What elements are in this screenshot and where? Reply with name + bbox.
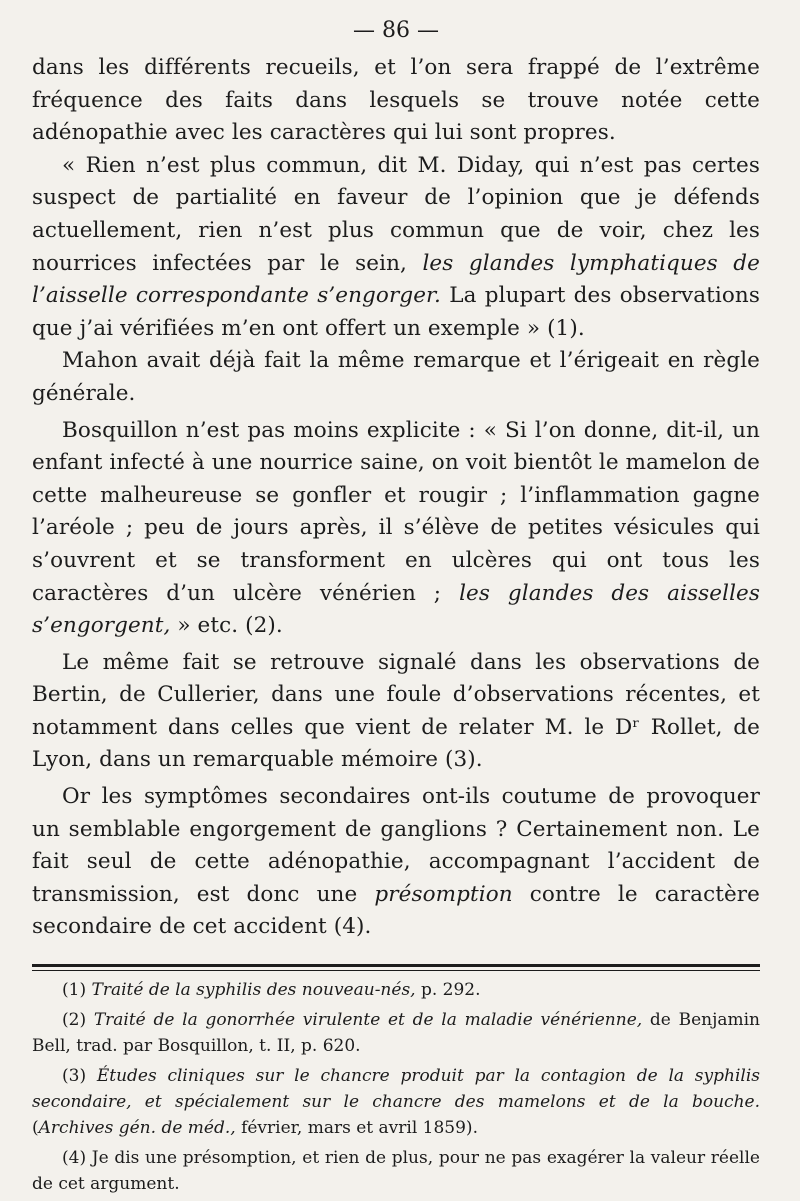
paragraph bbox=[32, 345, 760, 410]
text-run: « Rien n’est plus commun, dit M. Diday, qui n’est pas certes suspect de partialité en faveur de l’opinion que je défends actuellement, rien n’est plus commun que de voir, chez les nourrices infectées par le sein, bbox=[32, 152, 760, 276]
text-run: de Benjamin Bell, trad. par Bosquillon, t. II, p. 620. bbox=[32, 1010, 761, 1057]
text-run: (2) bbox=[62, 1010, 94, 1031]
footnote-divider-thin bbox=[32, 970, 760, 971]
body-text bbox=[32, 52, 760, 944]
text-run: contre le caractère secondaire de cet accident (4). bbox=[32, 881, 761, 940]
text-run: Mahon avait déjà fait la même remarque et l’érigeait en règle générale. bbox=[32, 348, 760, 406]
text-run: p. 292. bbox=[415, 980, 481, 1001]
paragraph bbox=[32, 150, 760, 346]
paragraph bbox=[32, 781, 760, 944]
text-run: (1) bbox=[62, 980, 92, 1001]
paragraph bbox=[32, 415, 760, 643]
footnote-divider-thick bbox=[32, 964, 760, 967]
text-run: dans les différents recueils, et l’on sera frappé de l’extrême fréquence des faits dans lesquels se trouve notée cette adénopathie avec les caractères qui lui sont propres. bbox=[32, 55, 760, 146]
italic-run: Traité de la gonorrhée virulente et de la maladie vénérienne, bbox=[93, 1010, 643, 1031]
text-run: février, mars et avril 1859). bbox=[235, 1118, 478, 1139]
footnotes bbox=[32, 977, 760, 1197]
text-run: » etc. (2). bbox=[170, 613, 283, 639]
text-run: La plupart des observations que j’ai vérifiées m’en ont offert un exemple » (1). bbox=[32, 283, 760, 341]
italic-run: Archives gén. de méd., bbox=[38, 1118, 236, 1139]
italic-run: Traité de la syphilis des nouveau-nés, bbox=[91, 980, 416, 1001]
italic-run: présomption bbox=[374, 881, 513, 907]
text-run: ( bbox=[32, 1118, 39, 1139]
book-page bbox=[32, 0, 760, 1201]
footnote bbox=[32, 1145, 760, 1197]
footnote bbox=[32, 977, 760, 1003]
italic-run: les glandes lymphatiques de l’aisselle correspondante s’engorger. bbox=[32, 250, 760, 309]
text-run: Bosquillon n’est pas moins explicite : « Si l’on donne, dit-il, un enfant infecté à une nourrice saine, on voit bientôt le mamelon de cette malheureuse se gonfler et rougir ; l’inflammation gagne l’aréole ; peu de jours après, il s’élève de petites vésicules qui s’ouvrent et se transforment en ulcères qui ont tous les caractères d’un ulcère vénérien ; bbox=[32, 417, 760, 606]
footnote bbox=[32, 1007, 760, 1059]
text-run: Or les symptômes secondaires ont-ils coutume de provoquer un semblable engorgement de ganglions ? Certainement non. Le fait seul de cette adénopathie, accompagnant l’accident de transmission, est donc une bbox=[32, 784, 760, 907]
footnote bbox=[32, 1063, 760, 1141]
italic-run: les glandes des aisselles s’engorgent, bbox=[32, 580, 760, 639]
text-run: (3) bbox=[62, 1066, 97, 1087]
italic-run: Études cliniques sur le chancre produit par la contagion de la syphilis secondaire, et spécialement sur le chancre des mamelons et de la bouche. bbox=[32, 1066, 760, 1113]
text-run: (4) Je dis une présomption, et rien de plus, pour ne pas exagérer la valeur réelle de cet argument. bbox=[32, 1148, 760, 1195]
paragraph bbox=[32, 647, 760, 777]
paragraph bbox=[32, 52, 760, 150]
text-run: Le même fait se retrouve signalé dans les observations de Bertin, de Cullerier, dans une foule d’observations récentes, et notamment dans celles que vient de relater M. le Dʳ Rollet, de Lyon, dans un remarquable mémoire (3). bbox=[32, 649, 760, 773]
page-number: — 86 — bbox=[353, 18, 439, 43]
